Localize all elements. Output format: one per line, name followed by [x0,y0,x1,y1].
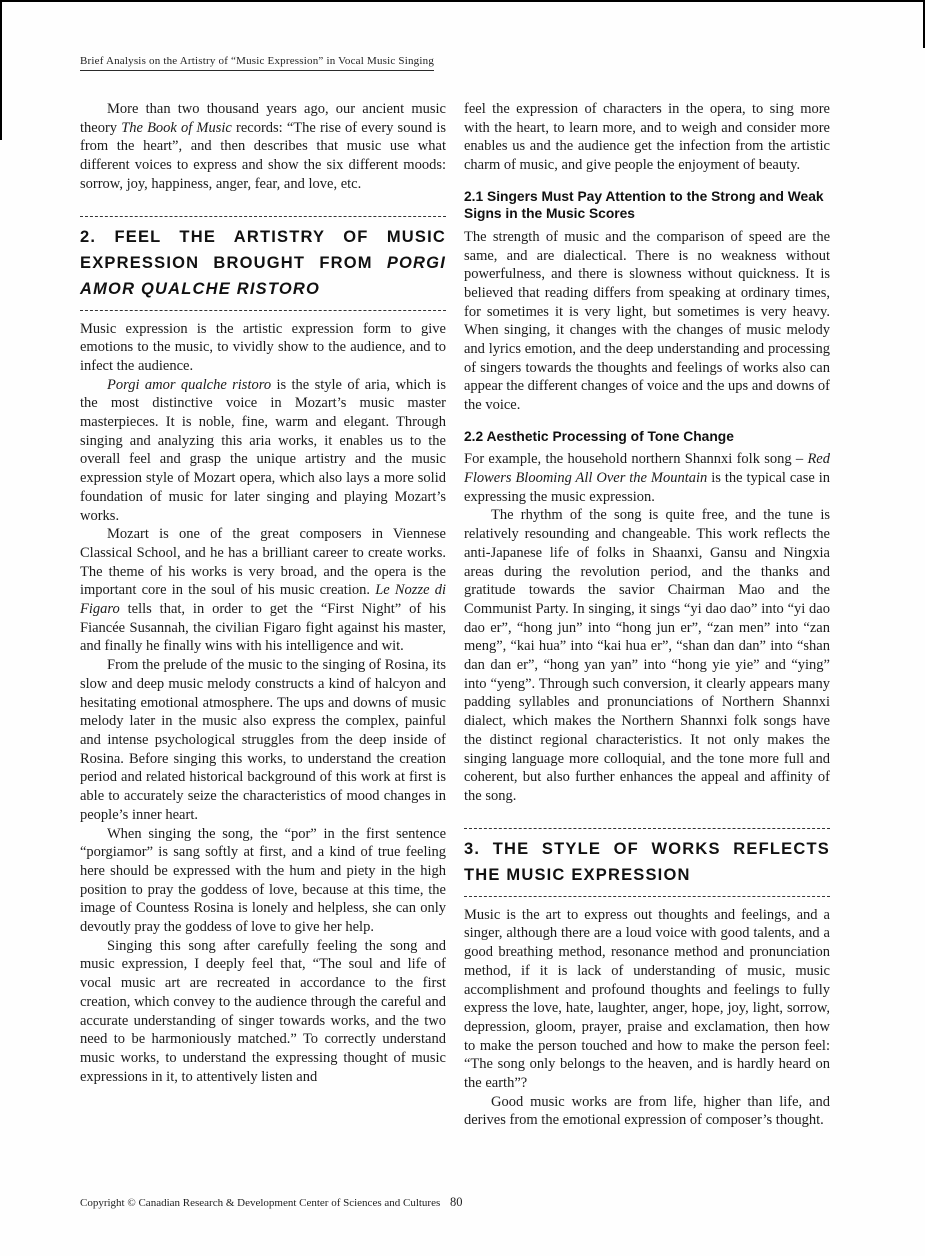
paragraph [464,1093,830,1130]
text-run: is the typical case in expressing the music expression. [464,470,831,505]
paragraph [80,937,446,1087]
text-run: Music is the art to express out thoughts and feelings, and a singer, although there are a loud voice with good talents, and a good breathing method, resonance method and pronunciation method, if it is lack of understanding of music, music accomplishment and profound thoughts and feelings to fully express the love, hate, laughter, anger, hope, joy, light, sorrow, depression, gloom, prayer, praise and exclamation, then how to make the person touched and how to make the person feel: “The song only belongs to the heaven, and is hardly heard on the earth”? [464,906,830,1092]
text-run: From the prelude of the music to the singing of Rosina, its slow and deep music melody constructs a kind of halcyon and hesitating emotional atmosphere. The ups and downs of music melody later in the music also express the complex, painful and intense psychological struggles from the deep inside of Rosina. Before singing this works, to understand the creation period and related historical background of this work at first is able to accurately seize the characteristics of mood changes in people’s inner heart. [80,657,446,823]
text-run: tells that, in order to get the “First Night” of his Fiancée Susannah, the civilian Figaro fight against his master, and finally he finally wins with his intelligence and wit. [80,601,446,655]
text-run: is the style of aria, which is the most distinctive voice in Mozart’s music master masterpieces. It is noble, fine, warm and elegant. Through singing and analyzing this aria works, it enables us to the overall feel and grasp the unique artistry and the music expression style of Mozart opera, which also lays a more solid foundation of music for later singing and playing Mozart’s works. [80,376,447,524]
text-run: Singing this song after carefully feeling the song and music expression, I deeply feel that, “The soul and life of vocal music art are recreated in accordance to the first creation, which convey to the audience through the careful and accurate understanding of singer towards works, and the two need to be harmoniously matched.” To correctly understand music works, to understand the expressing thought of music expressions in it, to attentively listen and [80,937,446,1085]
italic-text-run: Porgi amor qualche ristoro [107,376,272,393]
text-run: More than two thousand years ago, our ancient music theory [80,101,446,136]
subsection-heading [464,428,830,446]
page-footer [80,1197,830,1209]
paragraph [80,376,446,526]
right-column [464,100,830,1130]
text-run: Mozart is one of the great composers in Viennese Classical School, and he has a brilliant career to create works. The theme of his works is very broad, and the opera is the important core in the soul of his music creation. [80,526,446,599]
running-head: Brief Analysis on the Artistry of “Music Expression” in Vocal Music Singing [80,55,434,71]
paragraph [80,825,446,937]
paragraph [464,100,830,175]
scan-edge-artifact-top [0,0,925,2]
text-run: Good music works are from life, higher than life, and derives from the emotional expression of composer’s thought. [464,1093,830,1129]
paragraph [80,100,446,194]
left-column [80,100,446,1130]
scan-edge-artifact-left [0,0,2,140]
section-heading [464,828,830,897]
page-number: 80 [450,1195,463,1209]
text-run: The rhythm of the song is quite free, and the tune is relatively resounding and changeable. This work reflects the anti-Japanese life of folks in Shaanxi, Gansu and Ningxia areas during the revolution period, and the thanks and gratitude towards the savior Chairman Mao and the Communist Party. In singing, it sings “yi dao dao” into “yi dao dao er”, “hong jun” into “hong jun er”, “zan men” into “zan meng”, “kai hua” into “kai hua er”, “shan dan dan” into “shan dan dan er”, “hong yan yan” into “hong yie yie” and “ying” into “yeng”. Through such conversion, it clearly appears many padding syllables and pronunciations of Northern Shannxi dialect, which makes the Northern Shannxi folk songs have the distinct regional characteristics. It not only makes the singing language more colloquial, and the tone more full and coherent, but also further enhances the appeal and affinity of the song. [464,507,830,804]
text-run: 2.2 Aesthetic Processing of Tone Change [464,428,734,444]
text-run: 2. FEEL THE ARTISTRY OF MUSIC EXPRESSION BROUGHT FROM [80,227,446,272]
text-run: Music expression is the artistic expression form to give emotions to the music, to vividly show to the audience, and to infect the audience. [80,320,446,374]
paragraph [464,506,830,805]
paragraph [464,906,830,1093]
section-heading [80,216,446,311]
text-run: feel the expression of characters in the opera, to sing more with the heart, to learn more, and to weigh and consider more enables us and the audience get the infection from the artistic charm of music, and give people the enjoyment of beauty. [464,101,830,174]
paragraph [464,228,830,415]
text-run: 3. THE STYLE OF WORKS REFLECTS THE MUSIC EXPRESSION [464,839,830,884]
paragraph [80,525,446,656]
paragraph [80,320,446,376]
paragraph [80,656,446,824]
italic-text-run: Le Nozze di Figaro [80,582,446,618]
paragraph [464,450,830,506]
italic-text-run: The Book of Music [121,119,232,136]
italic-text-run: PORGI AMOR QUALCHE RISTORO [80,253,446,298]
text-run: 2.1 Singers Must Pay Attention to the Strong and Weak Signs in the Music Scores [464,188,824,222]
text-run: When singing the song, the “por” in the first sentence “porgiamor” is sang softly at first, and a kind of true feeling here should be expressed with the hum and piety in the high position to pray the goddess of love, because at this time, the image of Countess Rosina is lonely and helpless, she can only devoutly pray the goddess of love to give her help. [80,825,446,936]
two-column-body [80,100,830,1130]
text-run: The strength of music and the comparison of speed are the same, and are dialectical. There is no weakness without powerfulness, and there is slowness without quickness. It is believed that reading differs from speaking at ordinary times, for sometimes it is very light, but sometimes is very heavy. When singing, it changes with the changes of music melody and lyrics emotion, and the deep understanding and processing of singers towards the thoughts and feelings of works also can appear the different changes of voice and the ups and downs of the voice. [464,228,830,414]
text-run: records: “The rise of every sound is from the heart”, and then describes that music use what different voices to express and show the six different moods: sorrow, joy, happiness, anger, fear, and love, etc. [80,119,447,192]
text-run: For example, the household northern Shannxi folk song – [464,451,808,468]
footer-copyright: Copyright © Canadian Research & Development Center of Sciences and Cultures [80,1197,441,1209]
italic-text-run: Red Flowers Blooming All Over the Mountain [464,451,830,487]
subsection-heading [464,188,830,223]
